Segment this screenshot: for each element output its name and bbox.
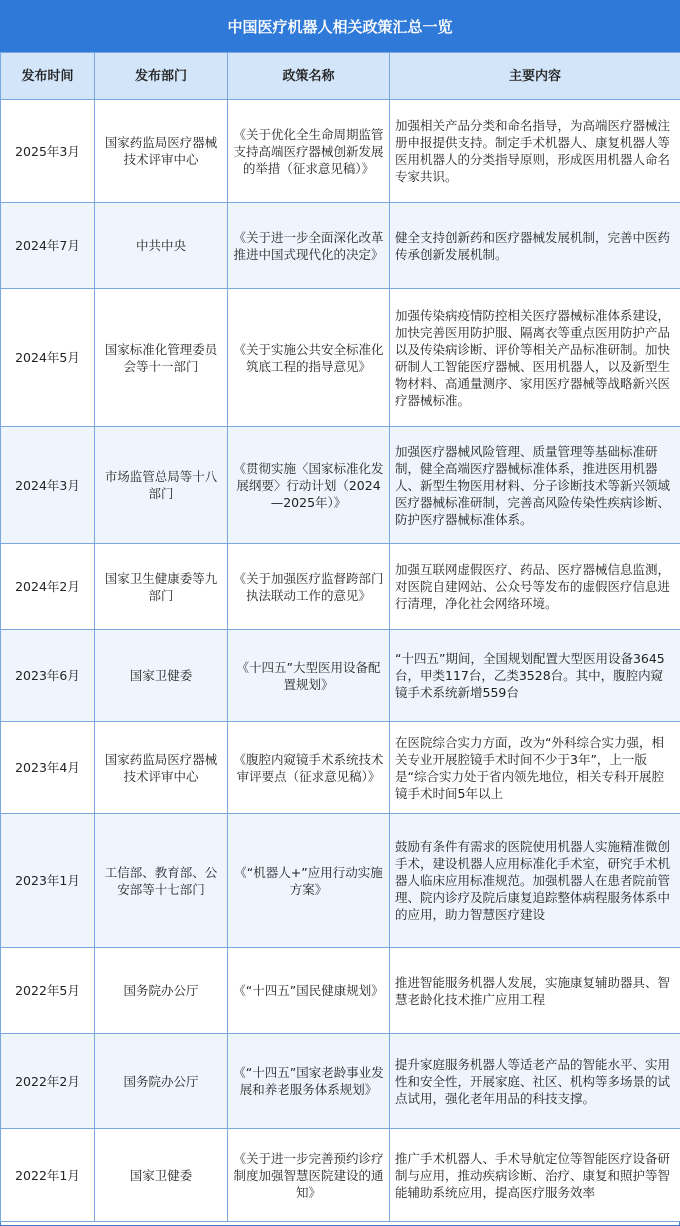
policy-name-cell: 《腹腔内窥镜手术系统技术审评要点（征求意见稿）》 xyxy=(228,722,390,814)
dept-cell: 国务院办公厅 xyxy=(95,948,228,1034)
header-content: 主要内容 xyxy=(390,53,680,100)
dept-cell: 中共中央 xyxy=(95,203,228,289)
dept-cell: 国家药监局医疗器械技术评审中心 xyxy=(95,100,228,203)
content-cell: 推进智能服务机器人发展，实施康复辅助器具、智慧老龄化技术推广应用工程 xyxy=(390,948,680,1034)
date-cell: 2022年1月 xyxy=(1,1129,95,1222)
dept-cell: 工信部、教育部、公安部等十七部门 xyxy=(95,814,228,948)
date-cell: 2022年5月 xyxy=(1,948,95,1034)
date-cell: 2023年6月 xyxy=(1,630,95,722)
content-cell: 加强医疗器械风险管理、质量管理等基础标准研制，健全高端医疗器械标准体系，推进医用机器人、新型生物医用材料、分子诊断技术等新兴领域医疗器械标准研制，完善高风险传染性疾病诊断、防护医疗器械标准体系。 xyxy=(390,427,680,544)
dept-cell: 市场监管总局等十八部门 xyxy=(95,427,228,544)
policy-name-cell: 《贯彻实施〈国家标准化发展纲要〉行动计划（2024—2025年）》 xyxy=(228,427,390,544)
table-row xyxy=(1,289,680,427)
policy-name-cell: 《关于进一步全面深化改革推进中国式现代化的决定》 xyxy=(228,203,390,289)
date-cell: 2023年4月 xyxy=(1,722,95,814)
content-cell: 提升家庭服务机器人等适老产品的智能水平、实用性和安全性，开展家庭、社区、机构等多场景的试点试用，强化老年用品的科技支撑。 xyxy=(390,1034,680,1129)
policy-name-cell: 《关于优化全生命周期监管支持高端医疗器械创新发展的举措（征求意见稿）》 xyxy=(228,100,390,203)
dept-cell: 国家标准化管理委员会等十一部门 xyxy=(95,289,228,427)
policy-name-cell: 《十四五”大型医用设备配置规划》 xyxy=(228,630,390,722)
table-row xyxy=(1,722,680,814)
date-cell: 2024年2月 xyxy=(1,544,95,630)
page-title: 中国医疗机器人相关政策汇总一览 xyxy=(0,0,680,52)
content-cell: 加强相关产品分类和命名指导，为高端医疗器械注册申报提供支持。制定手术机器人、康复机器人等医用机器人的分类指导原则，形成医用机器人命名专家共识。 xyxy=(390,100,680,203)
policy-name-cell: 《关于实施公共安全标准化筑底工程的指导意见》 xyxy=(228,289,390,427)
table-row xyxy=(1,203,680,289)
table-row xyxy=(1,814,680,948)
dept-cell: 国家卫健委 xyxy=(95,630,228,722)
table-row xyxy=(1,948,680,1034)
table-row xyxy=(1,630,680,722)
content-cell: “十四五”期间，全国规划配置大型医用设备3645台，甲类117台，乙类3528台。其中，腹腔内窥镜手术系统新增559台 xyxy=(390,630,680,722)
table-row xyxy=(1,1129,680,1222)
policy-name-cell: 《关于进一步完善预约诊疗制度加强智慧医院建设的通知》 xyxy=(228,1129,390,1222)
content-cell: 在医院综合实力方面，改为“外科综合实力强，相关专业开展腔镜手术时间不少于3年”，上一版是“综合实力处于省内领先地位，相关专科开展腔镜手术时间5年以上 xyxy=(390,722,680,814)
dept-cell: 国家卫生健康委等九部门 xyxy=(95,544,228,630)
content-cell: 加强互联网虚假医疗、药品、医疗器械信息监测，对医院自建网站、公众号等发布的虚假医疗信息进行清理，净化社会网络环境。 xyxy=(390,544,680,630)
policy-name-cell: 《“十四五”国家老龄事业发展和养老服务体系规划》 xyxy=(228,1034,390,1129)
header-policy-name: 政策名称 xyxy=(228,53,390,100)
policy-table xyxy=(0,52,680,1222)
policy-name-cell: 《“机器人+”应用行动实施方案》 xyxy=(228,814,390,948)
dept-cell: 国家卫健委 xyxy=(95,1129,228,1222)
date-cell: 2024年7月 xyxy=(1,203,95,289)
dept-cell: 国家药监局医疗器械技术评审中心 xyxy=(95,722,228,814)
content-cell: 加强传染病疫情防控相关医疗器械标准体系建设，加快完善医用防护服、隔离衣等重点医用防护产品以及传染病诊断、评价等相关产品标准研制。加快研制人工智能医疗器械、医用机器人，以及新型生物材料、高通量测序、家用医疗器械等战略新兴医疗器械标准。 xyxy=(390,289,680,427)
date-cell: 2025年3月 xyxy=(1,100,95,203)
table-row xyxy=(1,427,680,544)
date-cell: 2023年1月 xyxy=(1,814,95,948)
content-cell: 推广手术机器人、手术导航定位等智能医疗设备研制与应用，推动疾病诊断、治疗、康复和照护等智能辅助系统应用，提高医疗服务效率 xyxy=(390,1129,680,1222)
dept-cell: 国务院办公厅 xyxy=(95,1034,228,1129)
date-cell: 2024年5月 xyxy=(1,289,95,427)
table-row xyxy=(1,544,680,630)
content-cell: 鼓励有条件有需求的医院使用机器人实施精准微创手术，建设机器人应用标准化手术室，研究手术机器人临床应用标准规范。加强机器人在患者院前管理、院内诊疗及院后康复追踪整体病程服务体系中的应用，助力智慧医疗建设 xyxy=(390,814,680,948)
date-cell: 2024年3月 xyxy=(1,427,95,544)
content-cell: 健全支持创新药和医疗器械发展机制，完善中医药传承创新发展机制。 xyxy=(390,203,680,289)
header-dept: 发布部门 xyxy=(95,53,228,100)
policy-name-cell: 《关于加强医疗监督跨部门执法联动工作的意见》 xyxy=(228,544,390,630)
date-cell: 2022年2月 xyxy=(1,1034,95,1129)
table-header-row xyxy=(1,53,680,100)
table-row xyxy=(1,100,680,203)
policy-name-cell: 《“十四五”国民健康规划》 xyxy=(228,948,390,1034)
table-row xyxy=(1,1034,680,1129)
header-date: 发布时间 xyxy=(1,53,95,100)
